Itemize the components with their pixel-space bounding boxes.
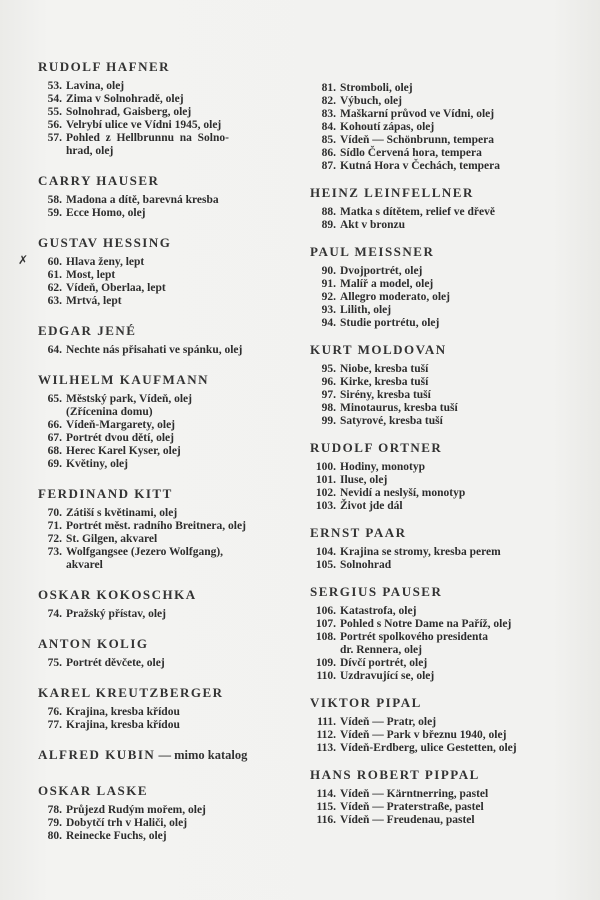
catalog-item: [38, 406, 300, 419]
item-number: 63.: [47, 295, 62, 307]
artist-heading: [38, 172, 300, 190]
item-number: 76.: [47, 706, 62, 718]
item-title: Život jde dál: [340, 500, 403, 512]
item-title: Ecce Homo, olej: [66, 207, 146, 219]
artist-section-rudolf-ortner: [310, 439, 590, 513]
item-number: 114.: [316, 788, 336, 800]
item-title: Iluse, olej: [340, 474, 388, 486]
item-number: 86.: [321, 147, 336, 159]
artist-note: — mimo katalog: [155, 748, 248, 762]
item-number: 104.: [315, 546, 336, 558]
artist-heading: [38, 684, 300, 702]
item-number: 74.: [47, 608, 62, 620]
catalog-item: [310, 500, 590, 513]
catalog-item: [310, 363, 590, 376]
catalog-item: [38, 119, 300, 132]
artist-name: FERDINAND KITT: [38, 486, 173, 501]
catalog-item: [310, 134, 590, 147]
artist-heading: [310, 341, 590, 359]
item-title: Vídeň — Park v březnu 1940, olej: [340, 729, 507, 741]
artist-section-carry-hauser: [38, 172, 300, 220]
item-number: 107.: [315, 618, 336, 630]
artist-name: ANTON KOLIG: [38, 636, 149, 651]
item-title: Wolfgangsee (Jezero Wolfgang),: [66, 546, 224, 558]
artist-section-gustav-hessing: [38, 234, 300, 308]
catalog-item: [310, 82, 590, 95]
artist-heading: [310, 766, 590, 784]
item-title: Katastrofa, olej: [340, 605, 417, 617]
artist-section-kurt-moldovan: [310, 341, 590, 428]
item-number: [38, 145, 62, 158]
catalog-item: [38, 719, 300, 732]
item-number: 88.: [321, 206, 336, 218]
catalog-item: [38, 93, 300, 106]
item-number: 96.: [321, 376, 336, 388]
catalog-item: [310, 265, 590, 278]
artist-section-ferdinand-kitt: [38, 485, 300, 572]
item-title: Vídeň — Praterstraße, pastel: [340, 801, 484, 813]
right-column: [310, 60, 590, 827]
item-title: Krajina se stromy, kresba perem: [340, 546, 501, 558]
item-title: Dívčí portrét, olej: [340, 657, 428, 669]
artist-name: WILHELM KAUFMANN: [38, 372, 209, 387]
catalog-item: [310, 389, 590, 402]
artist-heading: [310, 184, 590, 202]
artist-name: CARRY HAUSER: [38, 173, 160, 188]
item-title: Matka s dítětem, relief ve dřevě: [340, 206, 495, 218]
item-number: [38, 559, 62, 572]
artist-name: SERGIUS PAUSER: [310, 584, 443, 599]
artist-name: ERNST PAAR: [310, 525, 407, 540]
item-number: 93.: [321, 304, 336, 316]
artist-section-sergius-pauser: [310, 583, 590, 683]
catalog-item: [38, 145, 300, 158]
item-number: 79.: [47, 817, 62, 829]
artist-heading: [38, 58, 300, 76]
item-number: 85.: [321, 134, 336, 146]
artist-heading: [310, 583, 590, 601]
artist-section-rudolf-hafner: [38, 58, 300, 158]
item-number: 84.: [321, 121, 336, 133]
artist-heading: [310, 243, 590, 261]
artist-section-viktor-pipal: [310, 694, 590, 755]
catalog-item: [310, 461, 590, 474]
item-number: 69.: [47, 458, 62, 470]
catalog-item: [310, 559, 590, 572]
artist-heading: [38, 322, 300, 340]
artist-heading: [38, 586, 300, 604]
item-title: Krajina, kresba křídou: [66, 706, 180, 718]
catalog-item: [310, 206, 590, 219]
item-title: Satyrové, kresba tuší: [340, 415, 443, 427]
item-number: 56.: [47, 119, 62, 131]
item-title: Solnohrad: [340, 559, 392, 571]
catalog-item: [38, 344, 300, 357]
item-number: 80.: [47, 830, 62, 842]
item-number: 95.: [321, 363, 336, 375]
item-title: Solnohrad, Gaisberg, olej: [66, 106, 192, 118]
artist-heading: [38, 782, 300, 800]
catalog-item: [38, 282, 300, 295]
catalog-item: [38, 546, 300, 559]
item-title: Lilith, olej: [340, 304, 392, 316]
catalog-item: [38, 106, 300, 119]
catalog-item: [38, 207, 300, 220]
catalog-item: [38, 194, 300, 207]
catalog-item: [38, 507, 300, 520]
catalog-item: [310, 415, 590, 428]
catalog-item: [38, 269, 300, 282]
item-number: 90.: [321, 265, 336, 277]
catalog-item: [38, 804, 300, 817]
catalog-item: [310, 121, 590, 134]
item-number: 105.: [315, 559, 336, 571]
item-title: Vídeň — Pratr, olej: [340, 716, 437, 728]
item-number: 112.: [316, 729, 336, 741]
item-number: 101.: [315, 474, 336, 486]
item-number: 64.: [47, 344, 62, 356]
item-number: 99.: [321, 415, 336, 427]
catalog-item: [310, 376, 590, 389]
left-column: [38, 58, 300, 843]
catalog-item: [310, 729, 590, 742]
item-title: Pražský přístav, olej: [66, 608, 166, 620]
item-number: 82.: [321, 95, 336, 107]
artist-name: RUDOLF ORTNER: [310, 440, 443, 455]
item-number: 77.: [47, 719, 62, 731]
artist-heading: [310, 694, 590, 712]
artist-name: EDGAR JENÉ: [38, 323, 137, 338]
item-title: Niobe, kresba tuší: [340, 363, 429, 375]
item-number: 103.: [315, 500, 336, 512]
item-number: 78.: [47, 804, 62, 816]
artist-section-alfred-kubin: [38, 746, 300, 768]
item-title: akvarel: [66, 559, 103, 571]
item-title: Krajina, kresba křídou: [66, 719, 180, 731]
item-title: Akt v bronzu: [340, 219, 405, 231]
catalog-item: [310, 291, 590, 304]
catalog-item: [310, 716, 590, 729]
artist-heading: [310, 524, 590, 542]
catalog-item: [38, 80, 300, 93]
catalog-item: [310, 657, 590, 670]
catalog-item: [310, 108, 590, 121]
item-number: 81.: [321, 82, 336, 94]
artist-section-oskar-laske: [38, 782, 300, 843]
catalog-item: [38, 817, 300, 830]
item-title: Vídeň-Erdberg, ulice Gestetten, olej: [340, 742, 517, 754]
item-number: 62.: [47, 282, 62, 294]
catalog-item: [310, 788, 590, 801]
catalog-item: [310, 95, 590, 108]
catalog-item: [310, 474, 590, 487]
item-title: Velrybí ulice ve Vídni 1945, olej: [66, 119, 222, 131]
item-title: Uzdravující se, olej: [340, 670, 435, 682]
artist-section-heinz-leinfellner: [310, 184, 590, 232]
catalog-item: [310, 147, 590, 160]
item-number: 115.: [316, 801, 336, 813]
item-title: Zima v Solnohradě, olej: [66, 93, 184, 105]
catalog-item: [310, 219, 590, 232]
item-number: 70.: [47, 507, 62, 519]
item-title: Výbuch, olej: [340, 95, 402, 107]
artist-section-paul-meissner: [310, 243, 590, 330]
item-number: 87.: [321, 160, 336, 172]
item-number: [310, 644, 336, 657]
catalog-item: [38, 432, 300, 445]
item-number: 58.: [47, 194, 62, 206]
item-number: 100.: [315, 461, 336, 473]
item-title: Dobytčí trh v Haliči, olej: [66, 817, 188, 829]
item-number: 72.: [47, 533, 62, 545]
item-number: 53.: [47, 80, 62, 92]
item-title: Allegro moderato, olej: [340, 291, 450, 303]
catalog-item: [310, 631, 590, 644]
item-number: 110.: [316, 670, 336, 682]
item-number: 108.: [315, 631, 336, 643]
catalog-item: [310, 618, 590, 631]
handwritten-check-mark: ✗: [18, 253, 29, 267]
catalog-item: [38, 533, 300, 546]
catalog-item: [38, 458, 300, 471]
item-number: 94.: [321, 317, 336, 329]
item-title: Studie portrétu, olej: [340, 317, 440, 329]
artist-heading: [310, 439, 590, 457]
item-number: 73.: [47, 546, 62, 558]
item-number: 65.: [47, 393, 62, 405]
catalog-item: [38, 559, 300, 572]
artist-section-ernst-paar: [310, 524, 590, 572]
artist-section-hans-robert-pippal: [310, 766, 590, 827]
item-number: 102.: [315, 487, 336, 499]
artist-name: HEINZ LEINFELLNER: [310, 185, 474, 200]
item-title: Portrét děvčete, olej: [66, 657, 165, 669]
item-title: Kohoutí zápas, olej: [340, 121, 435, 133]
catalog-item: [38, 608, 300, 621]
item-title: (Zřícenina domu): [66, 406, 153, 418]
item-title: Pohled s Notre Dame na Paříž, olej: [340, 618, 512, 630]
artist-name: PAUL MEISSNER: [310, 244, 435, 259]
catalog-item: [310, 644, 590, 657]
item-number: 116.: [316, 814, 336, 826]
item-number: 55.: [47, 106, 62, 118]
catalog-item: [38, 132, 300, 145]
catalog-item: [38, 295, 300, 308]
item-title: Portrét dvou dětí, olej: [66, 432, 174, 444]
item-title: Lavina, olej: [66, 80, 125, 92]
item-number: 57.: [47, 132, 62, 144]
item-title: Sídlo Červená hora, tempera: [340, 147, 482, 159]
item-number: 92.: [321, 291, 336, 303]
item-number: 109.: [315, 657, 336, 669]
catalog-item: [310, 546, 590, 559]
item-title: Květiny, olej: [66, 458, 128, 470]
item-number: 89.: [321, 219, 336, 231]
item-number: 91.: [321, 278, 336, 290]
item-number: 98.: [321, 402, 336, 414]
catalog-item: [38, 830, 300, 843]
catalog-item: [38, 445, 300, 458]
item-number: 83.: [321, 108, 336, 120]
catalog-item: [310, 402, 590, 415]
item-number: 68.: [47, 445, 62, 457]
item-title: Herec Karel Kyser, olej: [66, 445, 181, 457]
catalog-item: [310, 742, 590, 755]
item-title: Nevidí a neslyší, monotyp: [340, 487, 466, 499]
artist-section-karel-kreutzberger: [38, 684, 300, 732]
catalog-item: [310, 304, 590, 317]
item-number: 113.: [316, 742, 336, 754]
item-title: Vídeň — Kärntnerring, pastel: [340, 788, 489, 800]
item-title: Nechte nás přisahati ve spánku, olej: [66, 344, 243, 356]
item-number: 66.: [47, 419, 62, 431]
artist-heading: [38, 746, 300, 764]
item-number: [38, 406, 62, 419]
item-title: Průjezd Rudým mořem, olej: [66, 804, 206, 816]
item-title: hrad, olej: [66, 145, 114, 157]
artist-name: GUSTAV HESSING: [38, 235, 172, 250]
item-number: 71.: [47, 520, 62, 532]
item-number: 111.: [317, 716, 336, 728]
artist-heading: [38, 371, 300, 389]
item-title: Kirke, kresba tuší: [340, 376, 429, 388]
catalog-item: [38, 706, 300, 719]
catalog-item: [310, 317, 590, 330]
item-number: 59.: [47, 207, 62, 219]
artist-name: ALFRED KUBIN: [38, 747, 156, 762]
artist-name: OSKAR LASKE: [38, 783, 149, 798]
artist-section-oskar-kokoschka: [38, 586, 300, 621]
item-number: 67.: [47, 432, 62, 444]
artist-heading: [38, 485, 300, 503]
item-title: Portrét spolkového presidenta: [340, 631, 489, 643]
item-title: Sirény, kresba tuší: [340, 389, 431, 401]
continued-items: [310, 60, 590, 173]
item-title: Dvojportrét, olej: [340, 265, 423, 277]
artist-heading: [38, 635, 300, 653]
item-title: Reinecke Fuchs, olej: [66, 830, 167, 842]
item-title: Vídeň-Margarety, olej: [66, 419, 176, 431]
catalog-item: [310, 278, 590, 291]
item-title: Portrét měst. radního Breitnera, olej: [66, 520, 246, 532]
item-title: Kutná Hora v Čechách, tempera: [340, 160, 501, 172]
catalog-item: [38, 419, 300, 432]
item-title: Malíř a model, olej: [340, 278, 434, 290]
item-number: 60.: [47, 256, 62, 268]
artist-name: RUDOLF HAFNER: [38, 59, 171, 74]
item-number: 97.: [321, 389, 336, 401]
item-number: 106.: [315, 605, 336, 617]
artist-section-anton-kolig: [38, 635, 300, 670]
catalog-item: [310, 605, 590, 618]
catalog-item: [310, 801, 590, 814]
item-title: dr. Rennera, olej: [340, 644, 422, 656]
item-title: Most, lept: [66, 269, 116, 281]
catalog-item: [38, 256, 300, 269]
item-title: Minotaurus, kresba tuší: [340, 402, 458, 414]
artist-name: OSKAR KOKOSCHKA: [38, 587, 197, 602]
catalog-item: [310, 160, 590, 173]
item-number: 75.: [47, 657, 62, 669]
item-title: Hlava ženy, lept: [66, 256, 145, 268]
item-title: Vídeň — Schönbrunn, tempera: [340, 134, 494, 146]
catalog-item: [310, 670, 590, 683]
item-number: 61.: [47, 269, 62, 281]
item-title: St. Gilgen, akvarel: [66, 533, 158, 545]
catalog-item: [38, 657, 300, 670]
catalog-item: [310, 487, 590, 500]
item-title: Madona a dítě, barevná kresba: [66, 194, 219, 206]
item-title: Zátiší s květinami, olej: [66, 507, 178, 519]
item-title: Hodiny, monotyp: [340, 461, 425, 473]
catalog-item: [310, 814, 590, 827]
item-title: Pohled z Hellbrunnu na Solno-: [66, 132, 229, 144]
item-title: Stromboli, olej: [340, 82, 413, 94]
artist-heading: [38, 234, 300, 252]
item-title: Maškarní průvod ve Vídni, olej: [340, 108, 495, 120]
item-title: Městský park, Vídeň, olej: [66, 393, 192, 405]
artist-section-edgar-jene: [38, 322, 300, 357]
catalog-item: [38, 393, 300, 406]
catalog-item: [38, 520, 300, 533]
artist-name: HANS ROBERT PIPPAL: [310, 767, 480, 782]
item-title: Mrtvá, lept: [66, 295, 122, 307]
item-title: Vídeň — Freudenau, pastel: [340, 814, 475, 826]
artist-section-wilhelm-kaufmann: [38, 371, 300, 471]
item-title: Vídeň, Oberlaa, lept: [66, 282, 166, 294]
item-number: 54.: [47, 93, 62, 105]
artist-name: KURT MOLDOVAN: [310, 342, 447, 357]
artist-name: VIKTOR PIPAL: [310, 695, 422, 710]
artist-name: KAREL KREUTZBERGER: [38, 685, 224, 700]
